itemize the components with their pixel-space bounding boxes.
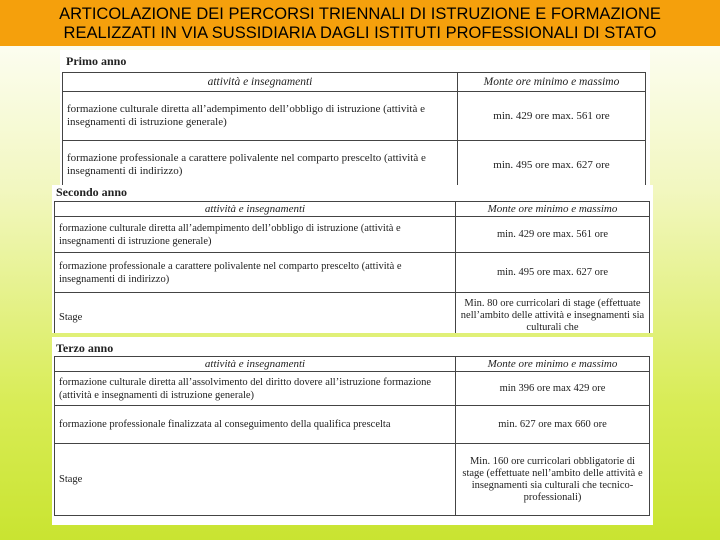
- col-hours-header: Monte ore minimo e massimo: [456, 202, 650, 217]
- hours-cell: min. 627 ore max 660 ore: [456, 406, 650, 444]
- activity-cell: Stage: [55, 444, 456, 516]
- hours-cell: Min. 80 ore curricolari di stage (effettuate nell’ambito delle attività e insegnamenti sia culturali che: [456, 293, 650, 334]
- col-hours-header: Monte ore minimo e massimo: [458, 73, 646, 92]
- year3-panel: [52, 337, 653, 525]
- col-activity-header: attività e insegnamenti: [55, 357, 456, 372]
- activity-cell: formazione professionale a carattere polivalente nel comparto prescelto (attività e insegnamenti di indirizzo): [55, 253, 456, 293]
- table-header-row: [55, 357, 650, 372]
- hours-cell: min 396 ore max 429 ore: [456, 372, 650, 406]
- hours-cell: Min. 160 ore curricolari obbligatorie di stage (effettuate nell’ambito delle attività e insegnamenti sia culturali che tecnico-professionali): [456, 444, 650, 516]
- activity-cell: formazione culturale diretta all’assolvimento del diritto dovere all’istruzione formazione (attività e insegnamenti di istruzione generale): [55, 372, 456, 406]
- table-row: [55, 372, 650, 406]
- year1-panel: [60, 50, 650, 185]
- year2-panel: [52, 185, 653, 333]
- table-row: [55, 293, 650, 334]
- hours-cell: min. 429 ore max. 561 ore: [458, 92, 646, 141]
- year1-label: Primo anno: [66, 54, 127, 68]
- year2-table: [54, 201, 650, 333]
- year3-label: Terzo anno: [56, 341, 114, 355]
- table-row: [55, 253, 650, 293]
- table-row: [55, 217, 650, 253]
- table-header-row: [55, 202, 650, 217]
- col-activity-header: attività e insegnamenti: [63, 73, 458, 92]
- table-row: [55, 406, 650, 444]
- activity-cell: formazione professionale finalizzata al conseguimento della qualifica prescelta: [55, 406, 456, 444]
- activity-cell: formazione professionale a carattere polivalente nel comparto prescelto (attività e insegnamenti di indirizzo): [63, 141, 458, 186]
- title-line-1: ARTICOLAZIONE DEI PERCORSI TRIENNALI DI ISTRUZIONE E FORMAZIONE: [59, 5, 661, 23]
- hours-cell: min. 429 ore max. 561 ore: [456, 217, 650, 253]
- hours-cell: min. 495 ore max. 627 ore: [456, 253, 650, 293]
- slide-title: [0, 0, 720, 46]
- table-row: [63, 92, 646, 141]
- activity-cell: Stage: [55, 293, 456, 334]
- year3-table: [54, 356, 650, 516]
- activity-cell: formazione culturale diretta all’adempimento dell’obbligo di istruzione (attività e insegnamenti di istruzione generale): [63, 92, 458, 141]
- activity-cell: formazione culturale diretta all’adempimento dell’obbligo di istruzione (attività e insegnamenti di istruzione generale): [55, 217, 456, 253]
- hours-cell: min. 495 ore max. 627 ore: [458, 141, 646, 186]
- col-activity-header: attività e insegnamenti: [55, 202, 456, 217]
- year1-table: [62, 72, 646, 185]
- table-row: [55, 444, 650, 516]
- year2-label: Secondo anno: [56, 185, 128, 199]
- table-header-row: [63, 73, 646, 92]
- col-hours-header: Monte ore minimo e massimo: [456, 357, 650, 372]
- title-line-2: REALIZZATI IN VIA SUSSIDIARIA DAGLI ISTITUTI PROFESSIONALI DI STATO: [63, 24, 657, 42]
- table-row: [63, 141, 646, 186]
